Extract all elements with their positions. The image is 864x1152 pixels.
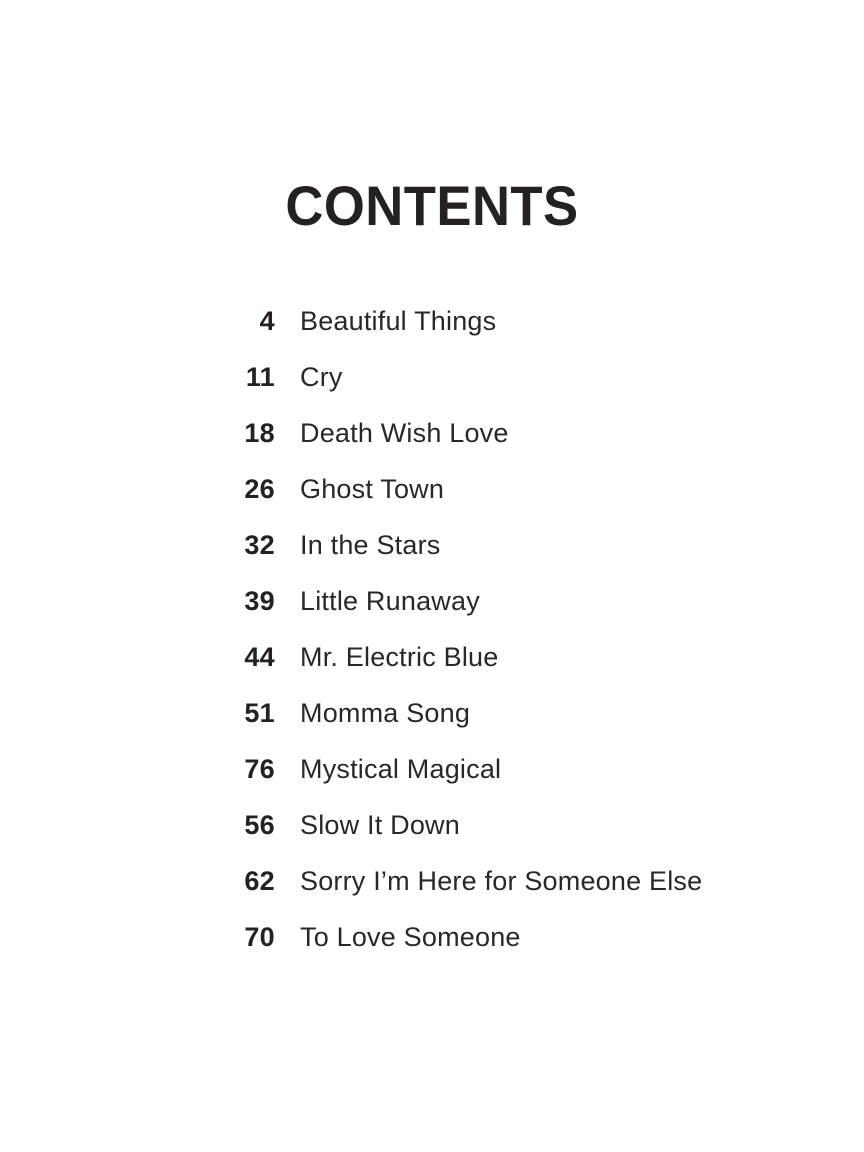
toc-page-number: 62	[244, 865, 275, 896]
toc-page-number: 11	[245, 361, 275, 392]
toc-entry	[0, 573, 864, 629]
toc-entry	[0, 405, 864, 461]
toc-page-number: 39	[244, 585, 275, 616]
toc-page-number: 76	[244, 753, 275, 784]
toc-entry	[0, 293, 864, 349]
toc-page-number: 70	[244, 921, 275, 952]
toc-entry	[0, 853, 864, 909]
toc-song-title: Sorry I’m Here for Someone Else	[300, 865, 703, 896]
toc-page-number: 18	[244, 417, 275, 448]
toc-page-number: 4	[259, 305, 275, 336]
toc-song-title: Momma Song	[300, 697, 471, 728]
page-title: CONTENTS	[285, 174, 579, 237]
toc-song-title: To Love Someone	[300, 921, 521, 952]
toc-entry	[0, 797, 864, 853]
toc-page-number: 26	[244, 473, 275, 504]
toc-entry	[0, 349, 864, 405]
toc-entry	[0, 741, 864, 797]
toc-song-title: Beautiful Things	[300, 305, 497, 336]
toc-page-number: 51	[244, 697, 275, 728]
toc-song-title: Slow It Down	[300, 809, 460, 840]
table-of-contents	[0, 293, 864, 965]
toc-song-title: Ghost Town	[300, 473, 445, 504]
toc-song-title: Death Wish Love	[300, 417, 509, 448]
toc-page-number: 56	[244, 809, 275, 840]
toc-song-title: In the Stars	[300, 529, 441, 560]
toc-entry	[0, 685, 864, 741]
toc-song-title: Little Runaway	[300, 585, 480, 616]
toc-song-title: Mr. Electric Blue	[300, 641, 499, 672]
toc-page-number: 44	[244, 641, 275, 672]
toc-entry	[0, 629, 864, 685]
toc-page-number: 32	[244, 529, 275, 560]
toc-song-title: Cry	[300, 361, 343, 392]
toc-entry	[0, 909, 864, 965]
toc-entry	[0, 461, 864, 517]
toc-entry	[0, 517, 864, 573]
toc-song-title: Mystical Magical	[300, 753, 502, 784]
